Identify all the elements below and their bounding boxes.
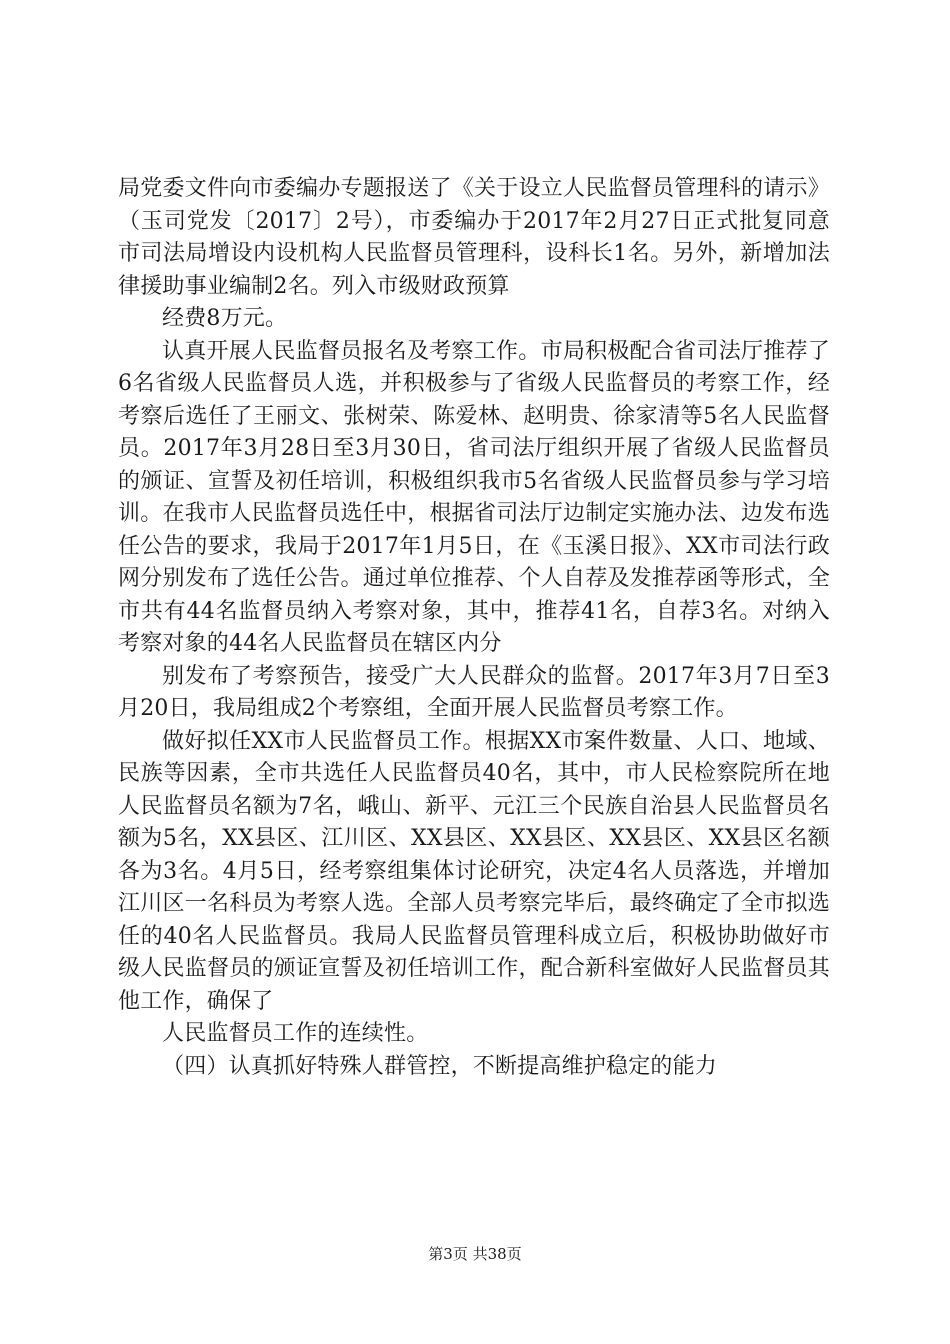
paragraph: 人民监督员工作的连续性。 [162,1021,429,1046]
paragraph: 局党委文件向市委编办专题报送了《关于设立人民监督员管理科的请示》（玉司党发〔2017〕2号），市委编办于2017年2月27日正式批复同意市司法局增设内设机构人民监督员管理科，设科长1名。另外，新增加法律援助事业编制2名。列入市级财政预算 [118,176,830,299]
page-number-footer: 第3页 共38页 [428,1245,522,1263]
paragraph: 做好拟任XX市人民监督员工作。根据XX市案件数量、人口、地域、民族等因素，全市共选任人民监督员40名，其中，市人民检察院所在地人民监督员名额为7名，峨山、新平、元江三个民族自治县人民监督员名额为5名，XX县区、江川区、XX县区、XX县区、XX县区、XX县区名额各为3名。4月5日，经考察组集体讨论研究，决定4名人员落选，并增加江川区一名科员为考察人选。全部人员考察完毕后，最终确定了全市拟选任的40名人民监督员。我局人民监督员管理科成立后，积极协助做好市级人民监督员的颁证宣誓及初任培训工作，配合新科室做好人民监督员其他工作，确保了 [118,728,830,1014]
paragraph: （四）认真抓好特殊人群管控，不断提高维护稳定的能力 [162,1053,718,1079]
paragraph: 经费8万元。 [162,306,288,331]
paragraph: 认真开展人民监督员报名及考察工作。市局积极配合省司法厅推荐了6名省级人民监督员人选，并积极参与了省级人民监督员的考察工作，经考察后选任了王丽文、张树荣、陈爱林、赵明贵、徐家清等5名人民监督员。2017年3月28日至3月30日，省司法厅组织开展了省级人民监督员的颁证、宣誓及初任培训，积极组织我市5名省级人民监督员参与学习培训。在我市人民监督员选任中，根据省司法厅边制定实施办法、边发布选任公告的要求，我局于2017年1月5日，在《玉溪日报》、XX市司法行政网分别发布了选任公告。通过单位推荐、个人自荐及发推荐函等形式，全市共有44名监督员纳入考察对象，其中，推荐41名，自荐3名。对纳入考察对象的44名人民监督员在辖区内分 [118,338,830,656]
document-body [118,173,830,1083]
paragraph: 别发布了考察预告，接受广大人民群众的监督。2017年3月7日至3月20日，我局组成2个考察组，全面开展人民监督员考察工作。 [118,663,830,721]
